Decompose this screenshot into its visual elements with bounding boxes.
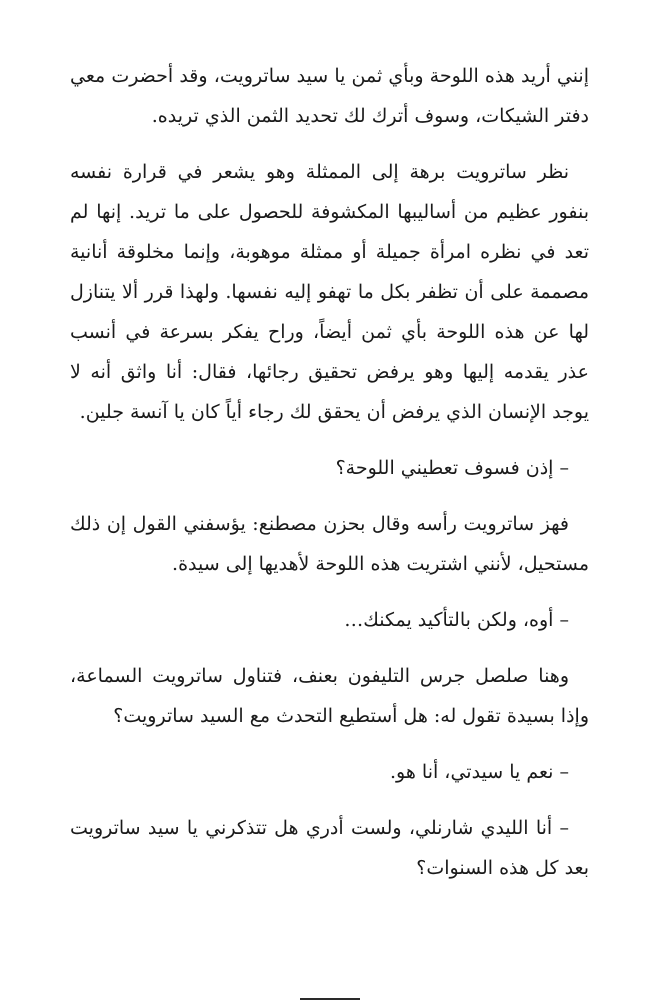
dialogue-lady-charnley: – أنا الليدي شارنلي، ولست أدري هل تتذكرني يا سيد ساترويت بعد كل هذه السنوات؟: [70, 817, 589, 879]
dialogue-but-surely: – أوه، ولكن بالتأكيد يمكنك…: [344, 609, 569, 631]
cut-off-text-fragment: [300, 994, 360, 1000]
paragraph-telephone-rings: وهنا صلصل جرس التليفون بعنف، فتناول ساترويت السماعة، وإذا بسيدة تقول له: هل أستطيع التحدث مع السيد ساترويت؟: [70, 665, 589, 727]
dialogue-give-painting: – إذن فسوف تعطيني اللوحة؟: [335, 457, 569, 479]
page-text: [70, 56, 589, 904]
paragraph-refusal: فهز ساترويت رأسه وقال بحزن مصطنع: يؤسفني القول إن ذلك مستحيل، لأنني اشتريت هذه اللوحة لأهديها إلى سيدة.: [70, 513, 589, 575]
paragraph-collector-offer: إنني أريد هذه اللوحة وبأي ثمن يا سيد ساترويت، وقد أحضرت معي دفتر الشيكات، وسوف أترك لك تحديد الثمن الذي تريده.: [70, 65, 589, 127]
paragraph-satterthwaite-reflection: نظر ساترويت برهة إلى الممثلة وهو يشعر في قرارة نفسه بنفور عظيم من أساليبها المكشوفة للحصول على ما تريد. إنها لم تعد في نظره امرأة جميلة أو ممثلة موهوبة، وإنما مخلوقة أنانية مصممة على أن تظفر بكل ما تهفو إليه نفسها. ولهذا قرر ألا يتنازل لها عن هذه اللوحة بأي ثمن أيضاً، وراح يفكر بسرعة في أنسب عذر يقدمه إليها وهو يرفض تحقيق رجائها، فقال: أنا واثق أنه لا يوجد الإنسان الذي يرفض أن يحقق لك رجاء أياً كان يا آنسة جلين.: [70, 161, 589, 423]
dialogue-yes-madam: – نعم يا سيدتي، أنا هو.: [390, 761, 569, 783]
